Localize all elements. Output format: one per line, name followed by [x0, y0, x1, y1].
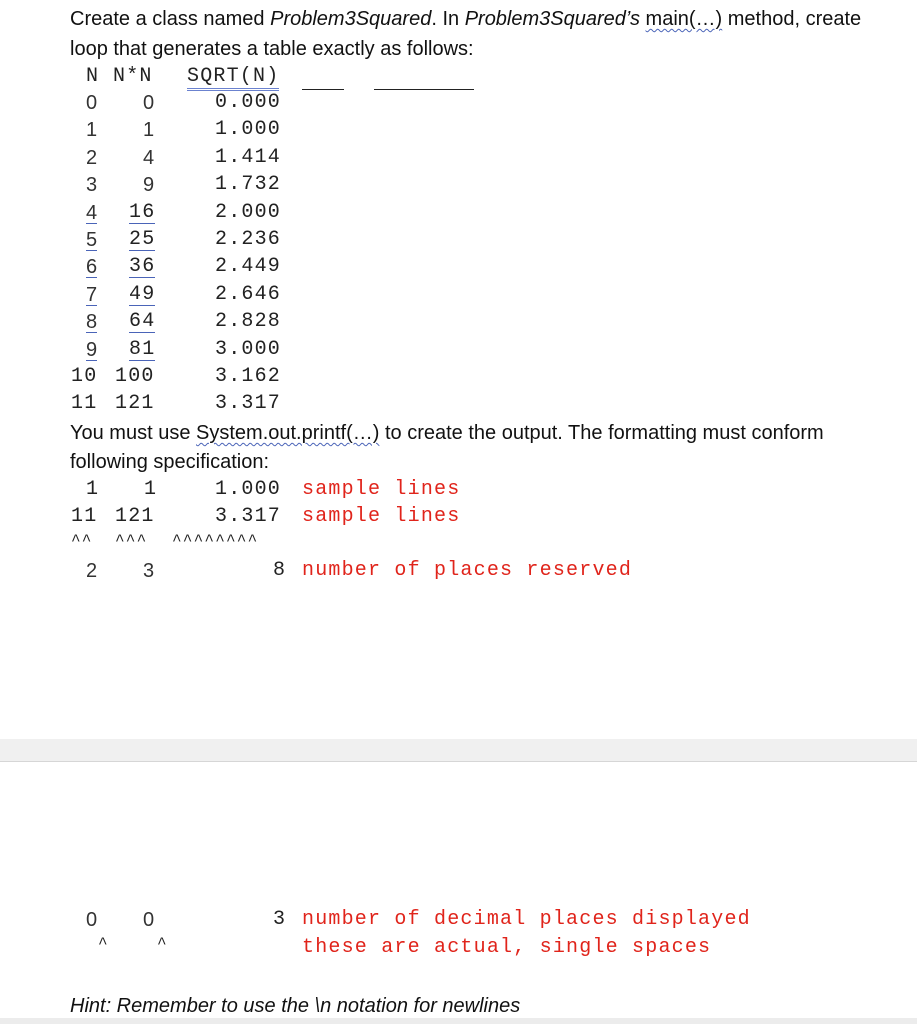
- hint-text: Hint: Remember to use the \n notation for newlines: [70, 995, 521, 1017]
- cell-sqrt: 1.414: [215, 145, 282, 169]
- main-method: main(…): [645, 8, 723, 30]
- intro-text: . In: [431, 8, 465, 30]
- decimals-n-squared: 0: [143, 909, 155, 931]
- sample-n-squared: 121: [115, 505, 155, 528]
- sample-sqrt: 1.000: [215, 478, 282, 501]
- cell-sqrt: 3.317: [215, 392, 282, 416]
- space-caret-1: ^: [98, 935, 109, 953]
- reserved-label: number of places reserved: [302, 559, 633, 582]
- intro-text: method, create: [722, 8, 862, 30]
- sample-n: 1: [86, 478, 100, 501]
- cell-n: 4: [86, 201, 98, 224]
- page-separator: [0, 739, 917, 762]
- cell-sqrt: 3.000: [215, 337, 282, 361]
- cell-sqrt: 1.732: [215, 173, 282, 197]
- decimals-sqrt: 3: [273, 908, 287, 931]
- cell-n-squared: 16: [129, 200, 156, 224]
- caret-marker-n: ^^: [71, 532, 93, 550]
- cell-n-squared: 121: [115, 392, 155, 416]
- intro-line-1: [70, 9, 861, 29]
- spaces-note: these are actual, single spaces: [302, 936, 712, 959]
- header-sqrt: SQRT(N): [187, 67, 279, 91]
- instruction-line-1: [70, 423, 824, 443]
- cell-n-squared: 4: [143, 146, 155, 169]
- reserved-sqrt: 8: [273, 559, 287, 582]
- header-n: N: [86, 65, 100, 88]
- decimals-n: 0: [86, 909, 98, 931]
- cell-n-squared: 25: [129, 228, 156, 251]
- cell-n: 11: [71, 392, 98, 416]
- cell-sqrt: 1.000: [215, 118, 282, 142]
- cell-sqrt: 2.646: [215, 282, 282, 306]
- intro-text: Create a class named: [70, 8, 271, 30]
- header-n-squared: N*N: [113, 65, 153, 88]
- cell-n-squared: 9: [143, 174, 155, 197]
- instruction-text: You must use: [70, 422, 197, 444]
- cell-n-squared: 0: [143, 92, 155, 114]
- sample-sqrt: 3.317: [215, 505, 282, 528]
- cell-n-squared: 81: [129, 337, 156, 361]
- class-name: Problem3Squared’s: [464, 8, 640, 30]
- sample-n: 11: [71, 505, 98, 528]
- caret-marker-n-squared: ^^^: [115, 532, 148, 550]
- blank-rule-1: [302, 89, 344, 90]
- class-name: Problem3Squared: [270, 8, 432, 30]
- cell-n: 5: [86, 229, 98, 251]
- page-bottom-edge: [0, 1018, 917, 1024]
- cell-n: 7: [86, 283, 98, 306]
- intro-line-2: loop that generates a table exactly as follows:: [70, 38, 474, 60]
- instruction-line-2: following specification:: [70, 451, 269, 473]
- cell-n: 6: [86, 256, 98, 279]
- cell-n-squared: 100: [115, 365, 155, 388]
- cell-sqrt: 0.000: [215, 91, 282, 114]
- cell-n: 8: [86, 311, 98, 334]
- cell-n: 2: [86, 146, 98, 169]
- blank-rule-2: [374, 89, 474, 90]
- cell-n-squared: 36: [129, 255, 156, 279]
- cell-sqrt: 2.449: [215, 255, 282, 279]
- reserved-n-squared: 3: [143, 560, 155, 582]
- decimals-label: number of decimal places displayed: [302, 908, 751, 931]
- cell-n: 9: [86, 338, 98, 361]
- cell-sqrt: 2.236: [215, 228, 282, 251]
- cell-n: 10: [71, 365, 98, 388]
- cell-sqrt: 2.828: [215, 310, 282, 334]
- sample-n-squared: 1: [144, 478, 158, 501]
- cell-sqrt: 2.000: [215, 200, 282, 224]
- instruction-text: to create the output. The formatting must conform: [379, 422, 824, 444]
- printf-method: System.out.printf(…): [196, 422, 380, 444]
- cell-n: 3: [86, 174, 98, 197]
- space-caret-2: ^: [157, 935, 168, 953]
- cell-n-squared: 49: [129, 282, 156, 306]
- sample-label: sample lines: [302, 478, 461, 501]
- cell-n: 0: [86, 92, 98, 114]
- cell-n-squared: 1: [143, 119, 155, 142]
- cell-sqrt: 3.162: [215, 365, 282, 388]
- caret-marker-sqrt: ^^^^^^^^: [172, 532, 259, 550]
- sample-label: sample lines: [302, 505, 461, 528]
- cell-n: 1: [86, 119, 98, 142]
- reserved-n: 2: [86, 560, 98, 582]
- cell-n-squared: 64: [129, 310, 156, 334]
